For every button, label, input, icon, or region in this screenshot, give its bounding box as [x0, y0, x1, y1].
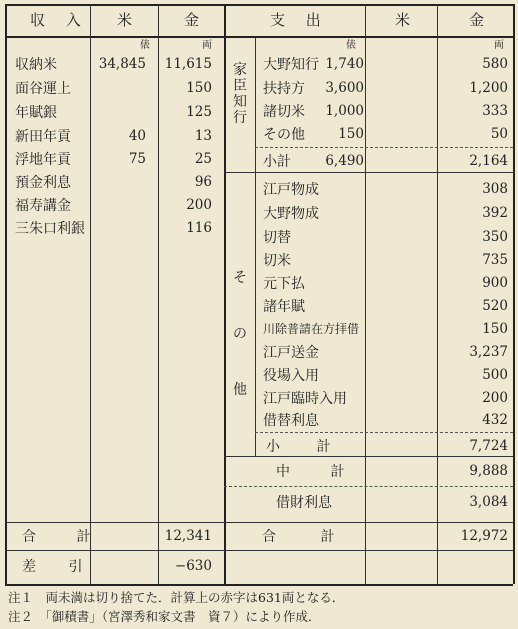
kashin-subtotal-dash [255, 147, 513, 148]
table-right-border [513, 4, 515, 584]
borrow-interest-label: 借財利息 [276, 495, 332, 511]
expense-gold: 432 [482, 412, 508, 428]
expense-label: 江戸物成 [263, 182, 319, 198]
group-label-divider [255, 36, 256, 456]
sonota-subtotal-gold: 7,724 [469, 438, 508, 454]
income-gold: 96 [194, 174, 212, 190]
expense-gold: 3,237 [469, 344, 508, 360]
income-total-gold: 12,341 [164, 528, 212, 544]
expense-label: その他 [263, 127, 305, 143]
expense-gold-divider [437, 4, 438, 584]
expense-label: 川除普請在方拝借 [263, 322, 360, 336]
income-total-label: 合 計 [22, 529, 109, 545]
note-2: 注２ 「御積書」（宮澤秀和家文書 資７）により作成． [8, 609, 321, 624]
expense-rice: 150 [338, 126, 364, 142]
expense-label: 切替 [263, 230, 291, 246]
expense-label: 江戸送金 [263, 345, 319, 361]
income-label: 三朱口利銀 [15, 221, 85, 237]
expense-gold: 150 [482, 321, 508, 337]
expense-rice: 3,600 [325, 80, 364, 96]
expense-label: 諸切米 [263, 104, 305, 120]
header-income-rice: 米 [117, 11, 141, 29]
sonota-subtotal-label: 小 計 [266, 439, 347, 455]
expense-gold: 580 [482, 56, 508, 72]
borrow-interest-gold: 3,084 [469, 494, 508, 510]
expense-rice-divider [365, 4, 366, 584]
expense-total-gold: 12,972 [460, 528, 508, 544]
expense-label: 扶持方 [263, 81, 305, 97]
expense-gold: 308 [482, 181, 508, 197]
income-label: 浮地年貢 [15, 152, 71, 168]
income-rice: 75 [128, 151, 146, 167]
income-label: 福寿講金 [15, 198, 71, 214]
expense-label: 江戸臨時入用 [263, 391, 347, 407]
expense-gold: 333 [482, 103, 508, 119]
group-label-kashin: 家臣知行 [233, 62, 247, 126]
income-gold: 200 [186, 197, 212, 213]
income-label: 収納米 [15, 57, 57, 73]
header-expense: 支 出 [270, 11, 329, 29]
expense-label: 大野知行 [263, 57, 319, 73]
header-income: 収 入 [30, 11, 89, 29]
expense-rice: 1,740 [325, 56, 364, 72]
expense-gold: 350 [482, 229, 508, 245]
kashin-subtotal-label: 小計 [263, 154, 291, 170]
header-expense-gold: 金 [469, 11, 493, 29]
unit-ryo-expense: 両 [494, 40, 504, 51]
expense-rice: 1,000 [325, 103, 364, 119]
expense-label: 切米 [263, 253, 291, 269]
kashin-group-bottom [224, 172, 513, 173]
income-gold: 13 [194, 128, 212, 144]
group-label-sonota: その他 [233, 270, 247, 398]
sonota-subtotal-dash [255, 432, 513, 433]
mid-total-gold: 9,888 [469, 463, 508, 479]
balance-label: 差 引 [22, 559, 97, 575]
sonota-group-bottom [224, 456, 513, 457]
center-divider [224, 4, 226, 584]
expense-label: 諸年賦 [263, 299, 305, 315]
income-gold-divider [158, 4, 159, 584]
total-top-line [5, 522, 513, 523]
income-label: 年賦銀 [15, 105, 57, 121]
expense-total-label: 合 計 [262, 529, 355, 545]
total-bottom-line [5, 550, 513, 551]
balance-gold: −630 [174, 558, 212, 574]
expense-gold: 200 [482, 390, 508, 406]
expense-gold: 50 [490, 126, 508, 142]
table-bottom-border [5, 584, 513, 586]
expense-label: 大野物成 [263, 206, 319, 222]
expense-gold: 520 [482, 298, 508, 314]
income-gold: 11,615 [164, 56, 212, 72]
note-1: 注１ 両未満は切り捨てた．計算上の赤字は631両となる． [8, 590, 345, 605]
expense-label: 役場入用 [263, 368, 319, 384]
income-gold: 25 [194, 151, 212, 167]
income-gold: 125 [186, 104, 212, 120]
mid-total-label: 中 計 [276, 464, 363, 480]
expense-gold: 735 [482, 252, 508, 268]
kashin-subtotal-rice: 6,490 [325, 153, 364, 169]
income-label: 新田年貢 [15, 129, 71, 145]
unit-hyo-income: 俵 [140, 40, 150, 51]
income-rice: 40 [128, 128, 146, 144]
expense-label: 借替利息 [263, 413, 319, 429]
expense-label: 元下払 [263, 276, 305, 292]
income-gold: 116 [186, 220, 212, 236]
income-rice-divider [90, 4, 91, 584]
midtotal-dash [224, 486, 513, 487]
income-rice: 34,845 [98, 56, 146, 72]
income-gold: 150 [186, 80, 212, 96]
expense-gold: 500 [482, 367, 508, 383]
expense-gold: 900 [482, 275, 508, 291]
kashin-subtotal-gold: 2,164 [469, 153, 508, 169]
header-income-gold: 金 [184, 11, 208, 29]
expense-gold: 392 [482, 205, 508, 221]
expense-gold: 1,200 [469, 80, 508, 96]
header-expense-rice: 米 [395, 11, 419, 29]
income-label: 預金利息 [15, 175, 71, 191]
table-left-border [5, 4, 7, 584]
income-label: 面谷運上 [15, 81, 71, 97]
unit-hyo-expense: 俵 [346, 40, 356, 51]
unit-ryo-income: 両 [202, 40, 212, 51]
